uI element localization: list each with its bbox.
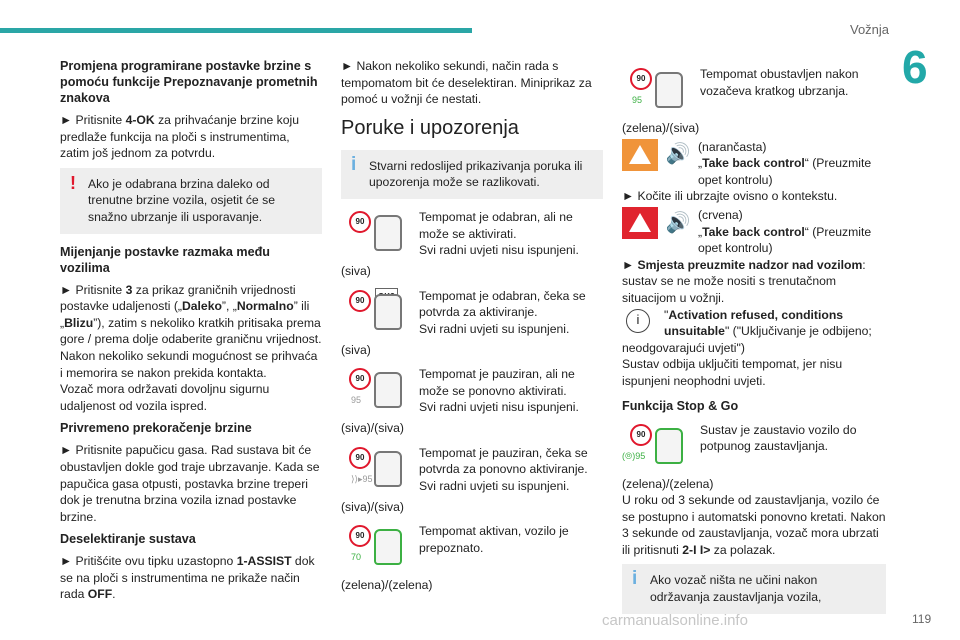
speed-limit-icon: 90 [349,211,371,233]
message-text: Tempomat je pauziran, ali ne može se ponovno aktivirati. Svi radni uvjeti nisu ispunjeni. [419,367,579,415]
message-text: Sustav je zaustavio vozilo do potpunog zaustavljanja. [700,422,857,454]
message-text: Tempomat obustavljen nakon vozačeva kratkog ubrzanja. [700,67,859,98]
car-icon [374,451,402,487]
orange-alert: 🔊 (narančasta) „Take back control“ (Preuzmite opet kontrolu) ► Kočite ili ubrzajte ovisno o kontekstu. [622,139,872,204]
message-caption: (siva)/(siva) [341,499,404,514]
message-item [622,66,886,116]
car-icon [374,529,402,565]
column-1 [60,58,322,609]
message-item [622,422,886,472]
heading-stop-go: Funkcija Stop & Go [622,398,739,413]
speed-limit-icon: 90 [349,447,371,469]
speed-limit-icon: 90 [349,290,371,312]
refused-alert: i "Activation refused, conditions unsuitable" ("Uključivanje je odbijeno; neodgovarajući uvjeti") Sustav odbija uključiti tempomat, jer nisu ispunjeni neophodni uvjeti. [622,307,872,388]
paragraph-deselected: ► Nakon nekoliko sekundi, način rada s tempomatom bit će deselektiran. Miniprikaz za pomoć u vožnji će nestati. [341,59,592,107]
orange-warning-icon [622,139,658,171]
speed-limit-icon: 90 [349,368,371,390]
chapter-number: 6 [902,41,928,93]
heading-distance: Mijenjanje postavke razmaka među vozilima [60,244,270,275]
info-note: i Ako vozač ništa ne učini nakon održavanja zaustavljanja vozila, [622,564,886,613]
info-icon: i [351,153,357,175]
car-icon [655,428,683,464]
warning-note: ! Ako je odabrana brzina daleko od trenutne brzine vozila, osjetit će se snažno ubrzanje ili usporavanje. [60,168,322,234]
car-icon [374,372,402,408]
cruise-indicator-icon [341,288,409,338]
message-text: Tempomat je odabran, ali ne može se aktivirati. Svi radni uvjeti nisu ispunjeni. [419,209,579,258]
message-item [341,366,603,416]
page-number: 119 [912,612,932,626]
cruise-indicator-icon: 90 95 [341,366,409,416]
info-icon: i [632,568,638,590]
heading-overspeed: Privremeno prekoračenje brzine [60,421,252,436]
message-item [341,288,603,338]
car-icon [374,215,402,251]
car-icon [655,72,683,108]
info-circle-icon: i [626,309,650,333]
cruise-indicator-icon: 90 70 [341,523,409,573]
paragraph-4ok: ► Pritisnite 4-OK za prihvaćanje brzine koju predlaže funkcija na ploči s instrumentima, zatim još jednom za potvrdu. [60,113,300,161]
message-item [341,445,603,495]
message-text: Tempomat je pauziran, čeka se potvrda za ponovno aktiviranje. Svi radni uvjeti su ispunjeni. [419,445,588,493]
speed-limit-icon: 90 [349,525,371,547]
paragraph-stop-go: U roku od 3 sekunde od zaustavljanja, vozilo će se postupno i automatski ponovno kretati. Nakon 3 sekunde od zaustavljanja, vozač mora ubrzati ili pritisnuti 2-I I> za polazak. [622,493,886,557]
red-alert: 🔊 (crvena) „Take back control“ (Preuzmite opet kontrolu) ► Smjesta preuzmite nadzor nad vozilom: sustav se ne može nositi s trenutačnom situacijom u vožnji. [622,207,872,305]
heading-deselect: Deselektiranje sustava [60,532,196,547]
message-item [341,523,603,573]
message-caption: (zelena)/(zelena) [341,578,433,593]
section-title: Vožnja [850,22,890,37]
message-caption: (siva)/(siva) [341,421,404,436]
speed-limit-icon: 90 [630,68,652,90]
column-2 [341,58,603,602]
message-caption: (zelena)/(zelena) [622,476,714,491]
speaker-icon: 🔊 [665,211,691,234]
stop-go-indicator-icon: 90 (⦾)95 [622,422,690,472]
heading-speed-change: Promjena programirane postavke brzine s pomoću funkcije Prepoznavanje prometnih znakova [60,59,318,105]
speed-limit-icon: 90 [630,424,652,446]
message-caption: (siva) [341,263,371,278]
watermark: carmanualsonline.info [602,612,748,629]
message-list [341,209,603,594]
message-caption: (zelena)/(siva) [622,121,700,135]
column-3 [622,66,886,624]
red-warning-icon [622,207,658,239]
message-item [341,209,603,259]
heading-messages: Poruke i upozorenja [341,116,519,139]
message-text: Tempomat aktivan, vozilo je prepoznato. [419,524,569,555]
speaker-icon: 🔊 [665,143,691,166]
cruise-indicator-icon [341,209,409,259]
car-icon [374,294,402,330]
message-caption: (siva) [341,342,371,357]
warning-exclamation-icon: ! [70,172,76,193]
paragraph-deselect: ► Pritišćite ovu tipku uzastopno 1-ASSIST dok se na ploči s instrumentima ne prikaže način rada OFF. [60,554,315,602]
message-text: Tempomat je odabran, čeka se potvrda za aktiviranje. Svi radni uvjeti su ispunjeni. [419,288,586,336]
info-note: i Stvarni redoslijed prikazivanja poruka ili upozorenja može se razlikovati. [341,150,603,199]
cruise-indicator-icon: 90 95 [622,66,690,116]
cruise-indicator-icon: 90 ⟩⟩▸95 [341,445,409,495]
paragraph-overspeed: ► Pritisnite papučicu gasa. Rad sustava bit će obustavljen dokle god traje ubrzavanje. Kada se papučica gasa otpusti, postavka brzine treperi dok je trenutna brzina vozila iznad postavke brzine. [60,443,320,524]
header-accent-bar [0,28,472,33]
paragraph-distance: ► Pritisnite 3 za prikaz graničnih vrijednosti postavke udaljenosti („Daleko”, „Normalno” ili „Blizu”), zatim s nekoliko kratkih pritisaka prema gore / prema dolje odaberite graničnu vrijednost. Nakon nekoliko sekundi mogućnost se prihvaća i memorira se nakon prekida kontakta. Vozač mora održavati dovoljnu sigurnu udaljenost od vozila ispred. [60,282,322,413]
